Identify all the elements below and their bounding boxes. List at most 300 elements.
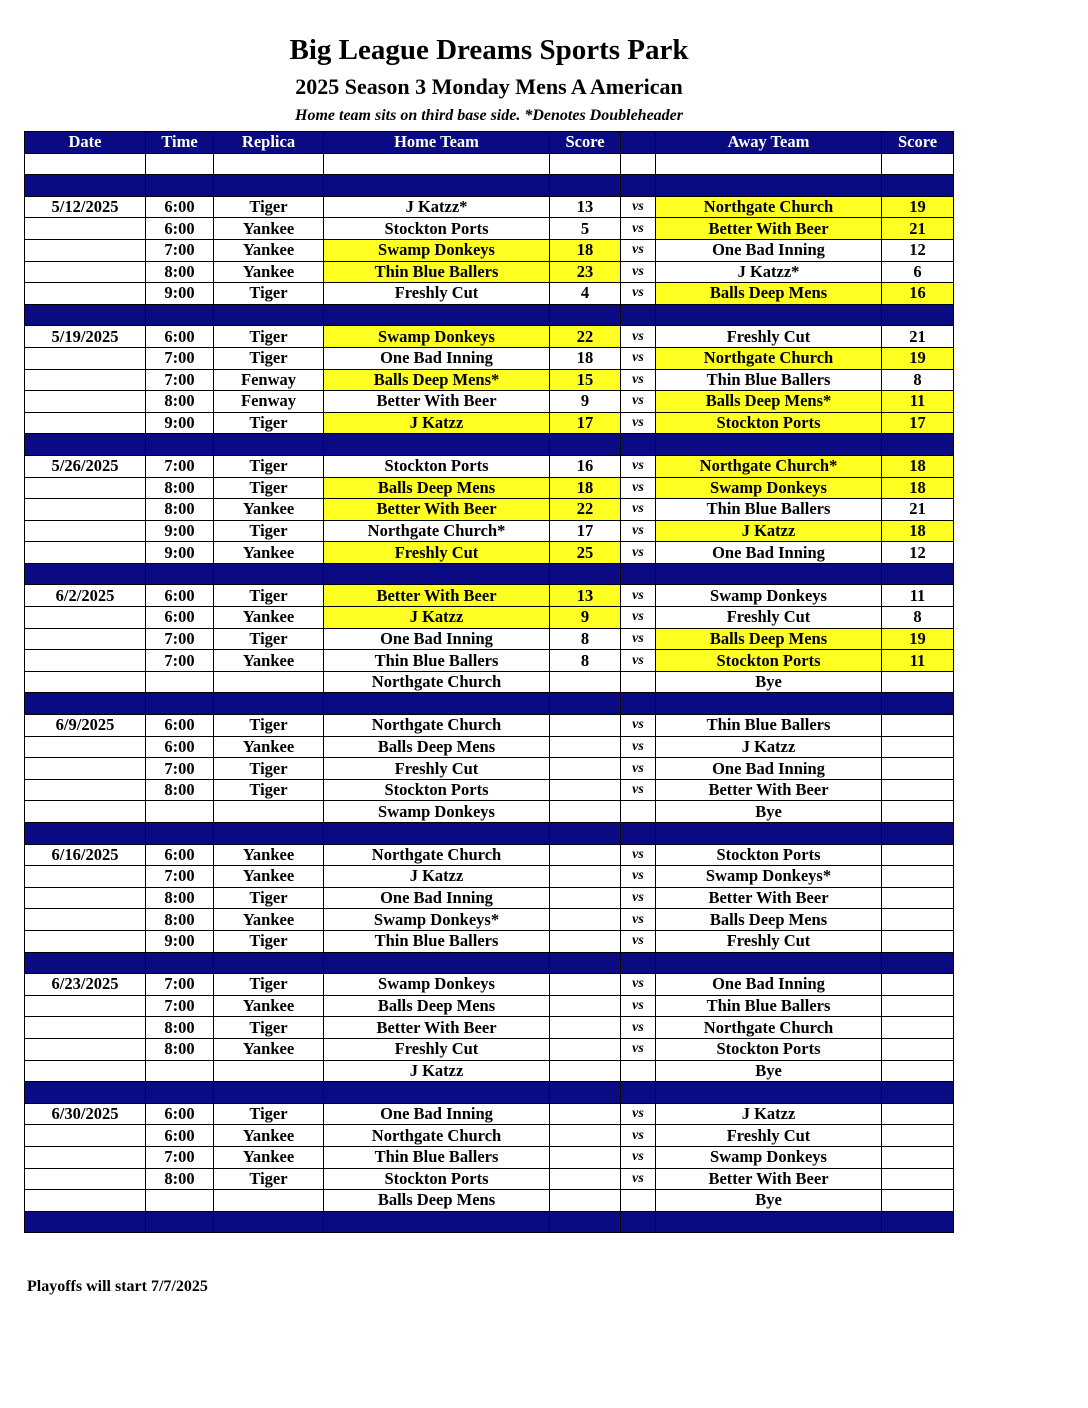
date-cell: [25, 1190, 146, 1212]
away-score-cell: [882, 1060, 954, 1082]
home-team-cell: Northgate Church: [324, 715, 550, 737]
replica-cell: Tiger: [214, 347, 324, 369]
home-team-cell: One Bad Inning: [324, 628, 550, 650]
time-cell: 9:00: [146, 930, 214, 952]
home-team-cell: Freshly Cut: [324, 1038, 550, 1060]
game-row: [25, 736, 954, 758]
date-cell: 6/16/2025: [25, 844, 146, 866]
schedule-table: [24, 131, 954, 1233]
date-cell: [25, 607, 146, 629]
week-separator-row: [25, 563, 954, 585]
away-score-cell: [882, 715, 954, 737]
home-team-cell: One Bad Inning: [324, 347, 550, 369]
time-cell: 8:00: [146, 261, 214, 283]
away-score-cell: 18: [882, 520, 954, 542]
week-separator-row-cell: [656, 434, 882, 456]
vs-cell: vs: [621, 412, 656, 434]
time-cell: 7:00: [146, 995, 214, 1017]
week-separator-row-cell: [656, 1211, 882, 1233]
date-cell: [25, 369, 146, 391]
away-score-cell: 11: [882, 391, 954, 413]
replica-cell: Yankee: [214, 607, 324, 629]
week-separator-row-cell: [25, 952, 146, 974]
blank-row-cell: [214, 153, 324, 175]
away-score-cell: 12: [882, 542, 954, 564]
week-separator-row-cell: [882, 1211, 954, 1233]
time-cell: 7:00: [146, 347, 214, 369]
game-row: [25, 218, 954, 240]
away-score-cell: [882, 1038, 954, 1060]
vs-cell: vs: [621, 283, 656, 305]
date-cell: [25, 930, 146, 952]
away-team-cell: Better With Beer: [656, 1168, 882, 1190]
replica-cell: Tiger: [214, 887, 324, 909]
week-separator-row: [25, 952, 954, 974]
away-score-cell: 11: [882, 650, 954, 672]
vs-cell: vs: [621, 909, 656, 931]
away-team-cell: Better With Beer: [656, 887, 882, 909]
replica-cell: Fenway: [214, 369, 324, 391]
away-score-cell: [882, 801, 954, 823]
vs-cell: vs: [621, 369, 656, 391]
replica-cell: Tiger: [214, 326, 324, 348]
date-cell: [25, 283, 146, 305]
game-row: [25, 650, 954, 672]
replica-cell: Tiger: [214, 196, 324, 218]
away-score-cell: 18: [882, 455, 954, 477]
away-score-cell: [882, 974, 954, 996]
away-team-cell: Balls Deep Mens: [656, 283, 882, 305]
home-score-cell: 22: [550, 326, 621, 348]
time-cell: [146, 671, 214, 693]
away-score-cell: [882, 866, 954, 888]
date-cell: [25, 218, 146, 240]
away-team-cell: Freshly Cut: [656, 930, 882, 952]
game-row: [25, 283, 954, 305]
vs-cell: [621, 801, 656, 823]
date-cell: 6/23/2025: [25, 974, 146, 996]
vs-cell: vs: [621, 607, 656, 629]
vs-cell: vs: [621, 887, 656, 909]
home-team-cell: Balls Deep Mens: [324, 736, 550, 758]
home-team-cell: Northgate Church: [324, 1125, 550, 1147]
date-cell: [25, 239, 146, 261]
week-separator-row-cell: [25, 175, 146, 197]
home-team-cell: J Katzz: [324, 412, 550, 434]
week-separator-row-cell: [656, 175, 882, 197]
home-team-cell: Stockton Ports: [324, 779, 550, 801]
time-cell: 7:00: [146, 650, 214, 672]
week-separator-row-cell: [656, 563, 882, 585]
date-cell: [25, 261, 146, 283]
vs-cell: vs: [621, 477, 656, 499]
time-cell: 9:00: [146, 542, 214, 564]
game-row: [25, 1060, 954, 1082]
date-cell: [25, 758, 146, 780]
home-score-cell: [550, 779, 621, 801]
away-team-cell: Stockton Ports: [656, 650, 882, 672]
game-row: [25, 909, 954, 931]
home-score-cell: [550, 758, 621, 780]
game-row: [25, 1190, 954, 1212]
home-team-cell: Stockton Ports: [324, 455, 550, 477]
away-score-cell: 19: [882, 196, 954, 218]
home-score-cell: [550, 1060, 621, 1082]
replica-cell: Tiger: [214, 758, 324, 780]
game-row: [25, 607, 954, 629]
game-row: [25, 369, 954, 391]
vs-cell: vs: [621, 930, 656, 952]
game-row: [25, 758, 954, 780]
home-team-cell: Better With Beer: [324, 1017, 550, 1039]
replica-cell: Yankee: [214, 995, 324, 1017]
home-score-cell: 16: [550, 455, 621, 477]
time-cell: 8:00: [146, 779, 214, 801]
date-cell: [25, 477, 146, 499]
time-cell: 7:00: [146, 369, 214, 391]
time-cell: 9:00: [146, 520, 214, 542]
week-separator-row-cell: [214, 434, 324, 456]
home-team-cell: J Katzz: [324, 866, 550, 888]
away-score-cell: [882, 758, 954, 780]
replica-cell: Yankee: [214, 736, 324, 758]
away-score-cell: [882, 1017, 954, 1039]
time-cell: [146, 1190, 214, 1212]
home-team-cell: Swamp Donkeys: [324, 974, 550, 996]
away-score-cell: [882, 995, 954, 1017]
date-cell: [25, 801, 146, 823]
away-score-cell: 11: [882, 585, 954, 607]
col-header-date: Date: [25, 132, 146, 154]
away-score-cell: 8: [882, 607, 954, 629]
week-separator-row-cell: [25, 434, 146, 456]
away-score-cell: 16: [882, 283, 954, 305]
week-separator-row-cell: [324, 1082, 550, 1104]
week-separator-row-cell: [324, 1211, 550, 1233]
away-team-cell: Bye: [656, 1190, 882, 1212]
vs-cell: vs: [621, 218, 656, 240]
home-team-cell: J Katzz*: [324, 196, 550, 218]
col-header-home-team: Home Team: [324, 132, 550, 154]
away-team-cell: Stockton Ports: [656, 1038, 882, 1060]
home-team-cell: Better With Beer: [324, 585, 550, 607]
week-separator-row-cell: [324, 304, 550, 326]
week-separator-row-cell: [146, 304, 214, 326]
home-team-cell: Northgate Church*: [324, 520, 550, 542]
home-team-cell: One Bad Inning: [324, 1103, 550, 1125]
time-cell: 9:00: [146, 283, 214, 305]
home-score-cell: 17: [550, 520, 621, 542]
home-score-cell: 8: [550, 628, 621, 650]
game-row: [25, 1038, 954, 1060]
vs-cell: vs: [621, 779, 656, 801]
replica-cell: Tiger: [214, 930, 324, 952]
vs-cell: vs: [621, 196, 656, 218]
home-team-cell: Swamp Donkeys: [324, 801, 550, 823]
time-cell: 7:00: [146, 455, 214, 477]
time-cell: 6:00: [146, 585, 214, 607]
away-team-cell: J Katzz: [656, 520, 882, 542]
blank-row-cell: [882, 153, 954, 175]
away-score-cell: [882, 1125, 954, 1147]
time-cell: [146, 1060, 214, 1082]
replica-cell: Tiger: [214, 628, 324, 650]
home-team-cell: Thin Blue Ballers: [324, 1146, 550, 1168]
col-header-vs: [621, 132, 656, 154]
replica-cell: Yankee: [214, 844, 324, 866]
page-title: Big League Dreams Sports Park: [289, 34, 689, 66]
game-row: [25, 801, 954, 823]
week-separator-row-cell: [550, 693, 621, 715]
home-score-cell: 8: [550, 650, 621, 672]
week-separator-row-cell: [550, 434, 621, 456]
home-score-cell: [550, 844, 621, 866]
vs-cell: vs: [621, 326, 656, 348]
game-row: [25, 542, 954, 564]
week-separator-row-cell: [550, 1211, 621, 1233]
home-score-cell: [550, 1017, 621, 1039]
replica-cell: Tiger: [214, 585, 324, 607]
game-row: [25, 887, 954, 909]
replica-cell: Yankee: [214, 1125, 324, 1147]
home-score-cell: [550, 866, 621, 888]
date-cell: 6/2/2025: [25, 585, 146, 607]
replica-cell: [214, 1060, 324, 1082]
away-team-cell: Northgate Church: [656, 196, 882, 218]
date-cell: [25, 628, 146, 650]
home-score-cell: [550, 1146, 621, 1168]
week-separator-row-cell: [621, 175, 656, 197]
time-cell: 9:00: [146, 412, 214, 434]
home-team-cell: Stockton Ports: [324, 218, 550, 240]
week-separator-row-cell: [146, 563, 214, 585]
week-separator-row-cell: [25, 1211, 146, 1233]
vs-cell: vs: [621, 1168, 656, 1190]
away-score-cell: [882, 736, 954, 758]
date-cell: [25, 650, 146, 672]
replica-cell: Yankee: [214, 499, 324, 521]
week-separator-row-cell: [146, 1082, 214, 1104]
home-team-cell: Stockton Ports: [324, 1168, 550, 1190]
away-score-cell: [882, 1168, 954, 1190]
home-team-cell: Thin Blue Ballers: [324, 261, 550, 283]
away-score-cell: 18: [882, 477, 954, 499]
date-cell: [25, 671, 146, 693]
home-team-cell: Freshly Cut: [324, 283, 550, 305]
away-team-cell: Better With Beer: [656, 218, 882, 240]
date-cell: [25, 736, 146, 758]
time-cell: 7:00: [146, 974, 214, 996]
blank-row-cell: [324, 153, 550, 175]
date-cell: [25, 412, 146, 434]
time-cell: 6:00: [146, 607, 214, 629]
week-separator-row-cell: [656, 693, 882, 715]
home-score-cell: 23: [550, 261, 621, 283]
home-score-cell: [550, 1038, 621, 1060]
away-score-cell: [882, 1103, 954, 1125]
vs-cell: vs: [621, 758, 656, 780]
time-cell: 8:00: [146, 477, 214, 499]
vs-cell: vs: [621, 866, 656, 888]
game-row: [25, 239, 954, 261]
home-score-cell: 13: [550, 585, 621, 607]
home-team-cell: Swamp Donkeys: [324, 326, 550, 348]
week-separator-row-cell: [621, 1211, 656, 1233]
home-score-cell: [550, 930, 621, 952]
game-row: [25, 671, 954, 693]
time-cell: 6:00: [146, 844, 214, 866]
home-team-cell: Balls Deep Mens: [324, 995, 550, 1017]
week-separator-row-cell: [882, 175, 954, 197]
game-row: [25, 196, 954, 218]
week-separator-row-cell: [146, 434, 214, 456]
week-separator-row-cell: [656, 823, 882, 845]
game-row: [25, 412, 954, 434]
time-cell: [146, 801, 214, 823]
home-score-cell: 13: [550, 196, 621, 218]
away-team-cell: Northgate Church: [656, 1017, 882, 1039]
game-row: [25, 499, 954, 521]
vs-cell: vs: [621, 1038, 656, 1060]
week-separator-row-cell: [656, 1082, 882, 1104]
week-separator-row-cell: [324, 563, 550, 585]
away-score-cell: [882, 1190, 954, 1212]
away-score-cell: [882, 671, 954, 693]
home-team-cell: Thin Blue Ballers: [324, 930, 550, 952]
week-separator-row-cell: [25, 1082, 146, 1104]
away-team-cell: Bye: [656, 1060, 882, 1082]
home-team-cell: One Bad Inning: [324, 887, 550, 909]
date-cell: 6/30/2025: [25, 1103, 146, 1125]
date-cell: 5/19/2025: [25, 326, 146, 348]
time-cell: 8:00: [146, 909, 214, 931]
home-team-cell: Northgate Church: [324, 671, 550, 693]
home-score-cell: [550, 887, 621, 909]
week-separator-row-cell: [324, 952, 550, 974]
blank-row-cell: [656, 153, 882, 175]
away-team-cell: Balls Deep Mens: [656, 628, 882, 650]
game-row: [25, 1168, 954, 1190]
vs-cell: vs: [621, 650, 656, 672]
home-team-cell: Balls Deep Mens: [324, 477, 550, 499]
away-team-cell: Stockton Ports: [656, 412, 882, 434]
game-row: [25, 520, 954, 542]
away-team-cell: One Bad Inning: [656, 974, 882, 996]
replica-cell: Yankee: [214, 866, 324, 888]
replica-cell: Tiger: [214, 1017, 324, 1039]
game-row: [25, 974, 954, 996]
home-score-cell: [550, 1125, 621, 1147]
home-score-cell: 17: [550, 412, 621, 434]
vs-cell: vs: [621, 391, 656, 413]
away-team-cell: Northgate Church: [656, 347, 882, 369]
time-cell: 6:00: [146, 196, 214, 218]
time-cell: 6:00: [146, 736, 214, 758]
week-separator-row-cell: [214, 175, 324, 197]
home-score-cell: [550, 736, 621, 758]
date-cell: [25, 1168, 146, 1190]
home-team-cell: J Katzz: [324, 1060, 550, 1082]
week-separator-row: [25, 1211, 954, 1233]
home-team-cell: J Katzz: [324, 607, 550, 629]
time-cell: 8:00: [146, 887, 214, 909]
week-separator-row-cell: [621, 434, 656, 456]
week-separator-row-cell: [214, 693, 324, 715]
replica-cell: Tiger: [214, 412, 324, 434]
week-separator-row-cell: [324, 823, 550, 845]
week-separator-row-cell: [882, 563, 954, 585]
date-cell: [25, 1017, 146, 1039]
home-team-cell: Swamp Donkeys*: [324, 909, 550, 931]
away-team-cell: Thin Blue Ballers: [656, 995, 882, 1017]
vs-cell: vs: [621, 1103, 656, 1125]
game-row: [25, 779, 954, 801]
replica-cell: Tiger: [214, 1168, 324, 1190]
home-team-cell: Balls Deep Mens: [324, 1190, 550, 1212]
away-score-cell: [882, 844, 954, 866]
home-score-cell: 5: [550, 218, 621, 240]
blank-row-cell: [621, 153, 656, 175]
game-row: [25, 866, 954, 888]
playoffs-note: Playoffs will start 7/7/2025: [27, 1278, 208, 1295]
replica-cell: Yankee: [214, 1038, 324, 1060]
week-separator-row-cell: [214, 304, 324, 326]
away-score-cell: 12: [882, 239, 954, 261]
away-team-cell: J Katzz: [656, 736, 882, 758]
away-team-cell: Swamp Donkeys: [656, 477, 882, 499]
away-team-cell: Swamp Donkeys: [656, 1146, 882, 1168]
replica-cell: Tiger: [214, 455, 324, 477]
week-separator-row-cell: [146, 1211, 214, 1233]
replica-cell: Yankee: [214, 218, 324, 240]
vs-cell: vs: [621, 499, 656, 521]
home-score-cell: 18: [550, 347, 621, 369]
away-score-cell: 8: [882, 369, 954, 391]
week-separator-row: [25, 175, 954, 197]
time-cell: 8:00: [146, 1038, 214, 1060]
date-cell: [25, 779, 146, 801]
week-separator-row-cell: [25, 693, 146, 715]
blank-row: [25, 153, 954, 175]
col-header-home-score: Score: [550, 132, 621, 154]
away-team-cell: Freshly Cut: [656, 607, 882, 629]
date-cell: [25, 909, 146, 931]
week-separator-row-cell: [25, 563, 146, 585]
away-score-cell: [882, 887, 954, 909]
away-score-cell: 19: [882, 347, 954, 369]
home-score-cell: [550, 995, 621, 1017]
away-score-cell: 21: [882, 218, 954, 240]
vs-cell: vs: [621, 736, 656, 758]
vs-cell: vs: [621, 844, 656, 866]
game-row: [25, 326, 954, 348]
home-team-cell: Freshly Cut: [324, 758, 550, 780]
time-cell: 6:00: [146, 715, 214, 737]
week-separator-row-cell: [656, 952, 882, 974]
replica-cell: Tiger: [214, 715, 324, 737]
vs-cell: vs: [621, 1125, 656, 1147]
game-row: [25, 1125, 954, 1147]
away-team-cell: J Katzz*: [656, 261, 882, 283]
home-score-cell: [550, 1190, 621, 1212]
vs-cell: [621, 1190, 656, 1212]
week-separator-row-cell: [882, 823, 954, 845]
away-score-cell: [882, 1146, 954, 1168]
away-team-cell: Balls Deep Mens*: [656, 391, 882, 413]
time-cell: 7:00: [146, 866, 214, 888]
week-separator-row-cell: [621, 1082, 656, 1104]
away-team-cell: Better With Beer: [656, 779, 882, 801]
